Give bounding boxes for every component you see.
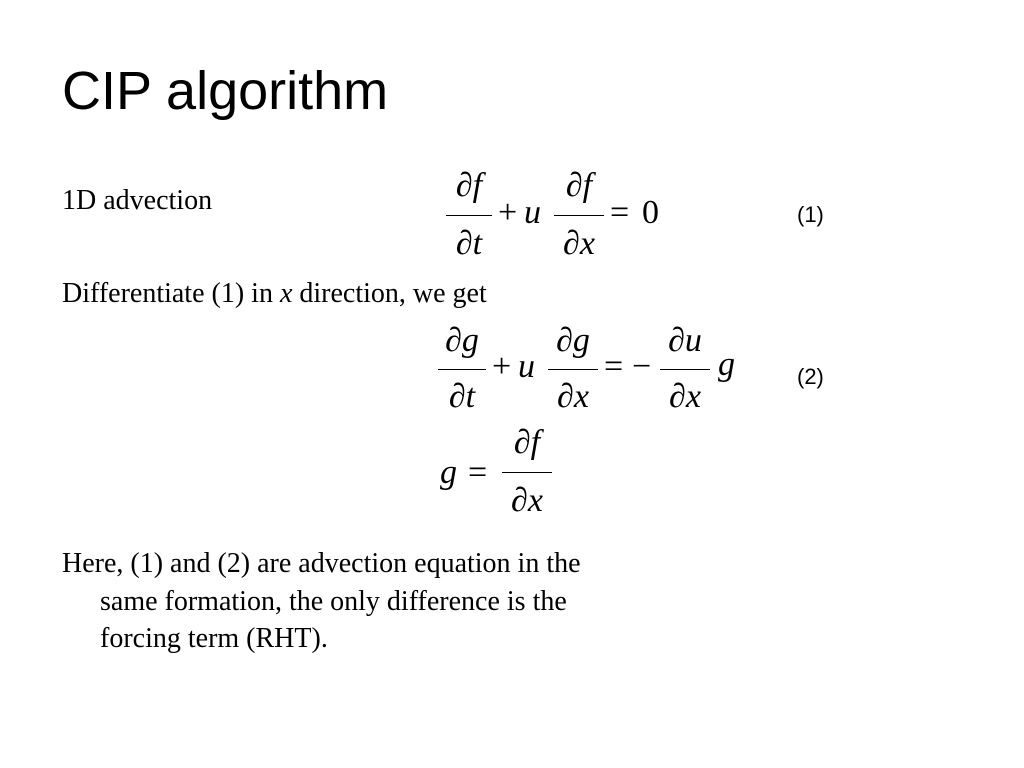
differentiate-text: [62, 280, 487, 308]
eq1-equals: =: [610, 194, 630, 231]
eq1-plus: +: [498, 194, 518, 231]
equation-2-number: (2): [797, 364, 824, 389]
fraction-bar: [660, 369, 710, 370]
eq2-denominator-3: ∂x: [669, 378, 701, 415]
fraction-bar: [446, 215, 492, 216]
equation-2: [432, 320, 752, 418]
equation-1-number: (1): [797, 202, 824, 227]
eq1-numerator: ∂f: [455, 167, 483, 204]
eq3-numerator: ∂f: [513, 424, 541, 461]
fraction-bar: [548, 369, 598, 370]
differentiate-text-before: Differentiate (1) in: [62, 278, 280, 309]
eq1-fraction-df-dx: [554, 169, 604, 261]
differentiate-text-variable: x: [279, 278, 293, 309]
eq2-equals: =: [604, 348, 624, 385]
conclusion-line-1: Here, (1) and (2) are advection equation in the: [62, 548, 581, 579]
eq2-coef-u: u: [518, 348, 535, 385]
eq3-denominator: ∂x: [511, 482, 543, 519]
eq2-tail-g: g: [718, 346, 735, 383]
eq1-denominator-2: ∂x: [563, 225, 595, 262]
equation-g-definition: [438, 422, 568, 522]
eq2-minus: −: [632, 348, 652, 385]
fraction-bar: [554, 215, 604, 216]
conclusion-line-3: forcing term (RHT).: [100, 623, 328, 654]
fraction-bar: [502, 472, 552, 473]
eq2-fraction-du-dx: [660, 324, 710, 414]
eq1-fraction-df-dt: [446, 169, 492, 261]
eq2-numerator-2: ∂g: [556, 322, 590, 359]
equation-1: [440, 165, 680, 265]
fraction-bar: [438, 369, 486, 370]
eq1-numerator-2: ∂f: [565, 167, 593, 204]
eq2-plus: +: [492, 348, 512, 385]
eq2-numerator: ∂g: [445, 322, 479, 359]
eq3-lhs-g: g: [440, 454, 457, 491]
label-1d-advection: 1D advection: [62, 185, 213, 216]
slide-title: CIP algorithm: [62, 61, 389, 121]
eq1-denominator: ∂t: [455, 225, 483, 262]
eq3-fraction-df-dx: [502, 426, 552, 518]
eq3-equals: =: [468, 454, 488, 491]
eq1-rhs-zero: 0: [642, 194, 659, 231]
eq2-fraction-dg-dt: [438, 324, 486, 414]
eq1-coef-u: u: [524, 194, 541, 231]
eq2-numerator-3: ∂u: [668, 322, 702, 359]
differentiate-text-after: direction, we get: [292, 278, 487, 309]
eq2-denominator: ∂t: [448, 378, 476, 415]
eq2-fraction-dg-dx: [548, 324, 598, 414]
conclusion-line-2: same formation, the only difference is the: [100, 586, 567, 617]
eq2-denominator-2: ∂x: [557, 378, 589, 415]
